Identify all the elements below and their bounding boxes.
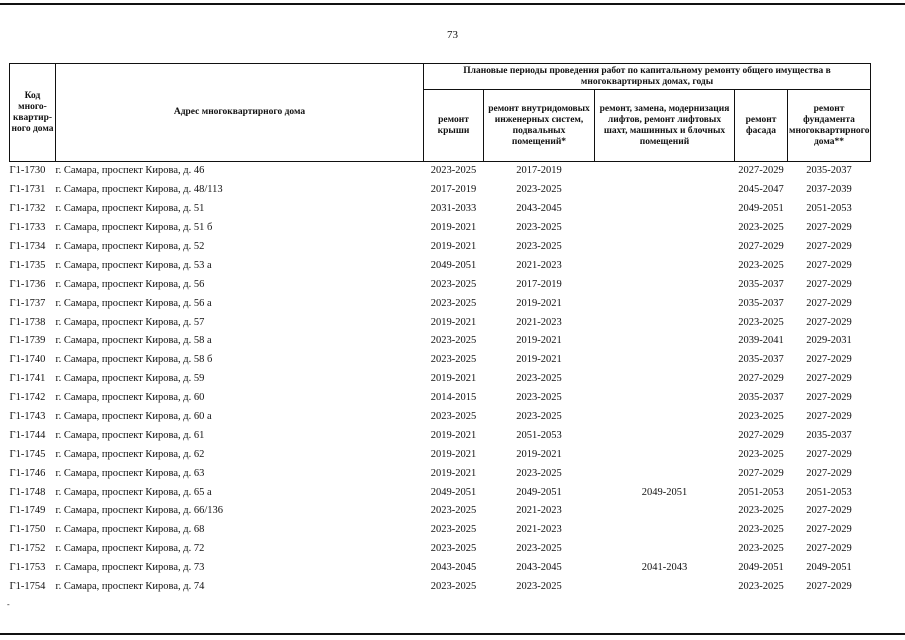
row-facade: 2023-2025: [738, 505, 784, 517]
row-foundation: 2027-2029: [806, 297, 852, 309]
row-roof: 2031-2033: [430, 203, 477, 215]
row-systems: 2023-2025: [516, 184, 562, 196]
row-code: Г1-1740: [9, 354, 46, 366]
row-systems: 2019-2021: [516, 354, 562, 366]
row-systems: 2017-2019: [516, 278, 562, 290]
row-roof: 2023-2025: [430, 335, 477, 347]
row-systems: 2051-2053: [516, 429, 562, 441]
row-systems: 2023-2025: [516, 392, 562, 404]
row-facade: 2023-2025: [738, 543, 784, 555]
row-facade: 2027-2029: [738, 241, 784, 252]
table-row: [10, 408, 871, 427]
row-code: Г1-1738: [9, 316, 46, 328]
table-row: [10, 181, 871, 200]
row-facade: 2023-2025: [738, 259, 784, 271]
row-code: Г1-1737: [9, 297, 46, 309]
row-roof: 2019-2021: [430, 373, 477, 385]
table-row: [10, 275, 871, 294]
row-address: г. Самара, проспект Кирова, д. 63: [55, 467, 205, 479]
row-code: Г1-1733: [9, 222, 46, 234]
row-facade: 2049-2051: [738, 562, 784, 574]
row-roof: 2043-2045: [430, 562, 477, 574]
row-code: Г1-1731: [9, 184, 46, 196]
row-code: Г1-1745: [9, 448, 46, 460]
row-facade: 2023-2025: [738, 316, 784, 328]
row-systems: 2017-2019: [516, 165, 562, 177]
stray-mark: -: [7, 600, 10, 609]
row-systems: 2043-2045: [516, 203, 562, 215]
row-facade: 2035-2037: [738, 354, 784, 366]
row-facade: 2023-2025: [738, 411, 784, 423]
row-address: г. Самара, проспект Кирова, д. 51: [55, 203, 205, 215]
row-roof: 2023-2025: [430, 297, 477, 309]
table-row: [10, 426, 871, 445]
row-systems: 2021-2023: [516, 259, 562, 271]
row-code: Г1-1736: [9, 278, 46, 290]
row-lifts: 2049-2051: [641, 486, 688, 498]
row-systems: 2023-2025: [516, 411, 562, 423]
row-lifts: [595, 181, 735, 200]
row-facade: 2027-2029: [738, 373, 784, 385]
row-systems: 2021-2023: [516, 524, 562, 536]
row-roof: 2023-2025: [430, 411, 477, 423]
row-lifts: [595, 275, 735, 294]
row-address: г. Самара, проспект Кирова, д. 66/136: [55, 505, 224, 517]
row-roof: 2023-2025: [430, 543, 477, 555]
row-foundation: 2027-2029: [806, 222, 852, 234]
row-systems: 2021-2023: [516, 505, 562, 517]
row-foundation: 2027-2029: [806, 241, 852, 252]
row-systems: 2023-2025: [516, 222, 562, 234]
top-rule: [0, 3, 905, 5]
row-address: г. Самара, проспект Кирова, д. 51 б: [55, 222, 213, 234]
table-body: [10, 162, 871, 597]
row-facade: 2023-2025: [738, 581, 784, 593]
row-lifts: [595, 219, 735, 238]
row-foundation: 2027-2029: [806, 543, 852, 555]
row-foundation: 2027-2029: [806, 448, 852, 460]
page-number: 73: [447, 29, 458, 41]
row-code: Г1-1734: [9, 241, 46, 252]
row-lifts: [595, 445, 735, 464]
row-code: Г1-1742: [9, 392, 46, 404]
row-foundation: 2051-2053: [806, 486, 852, 498]
row-systems: 2019-2021: [516, 335, 562, 347]
row-lifts: [595, 370, 735, 389]
table-row: [10, 294, 871, 313]
row-code: Г1-1746: [9, 467, 46, 479]
header-roof: ремонт крыши: [424, 90, 484, 162]
row-lifts: [595, 238, 735, 257]
table-row: [10, 370, 871, 389]
header-systems: ремонт внутридомовых инженерных систем, подвальных помещений*: [484, 90, 595, 162]
header-facade: ремонт фасада: [735, 90, 788, 162]
row-code: Г1-1744: [9, 429, 46, 441]
row-lifts: [595, 540, 735, 559]
row-address: г. Самара, проспект Кирова, д. 46: [55, 165, 205, 177]
table-row: [10, 313, 871, 332]
row-lifts: [595, 294, 735, 313]
row-roof: 2017-2019: [430, 184, 477, 196]
table-row: [10, 389, 871, 408]
row-roof: 2049-2051: [430, 486, 477, 498]
row-address: г. Самара, проспект Кирова, д. 61: [55, 429, 205, 441]
row-systems: 2023-2025: [516, 241, 562, 252]
table-row: [10, 200, 871, 219]
row-roof: 2019-2021: [430, 429, 477, 441]
row-lifts: [595, 502, 735, 521]
row-foundation: 2027-2029: [806, 373, 852, 385]
row-lifts: [595, 521, 735, 540]
row-foundation: 2029-2031: [806, 335, 852, 347]
row-systems: 2021-2023: [516, 316, 562, 328]
row-facade: 2023-2025: [738, 448, 784, 460]
row-lifts: 2041-2043: [641, 562, 688, 574]
row-facade: 2023-2025: [738, 222, 784, 234]
row-roof: 2023-2025: [430, 505, 477, 517]
row-systems: 2043-2045: [516, 562, 562, 574]
table-row: [10, 521, 871, 540]
row-facade: 2035-2037: [738, 297, 784, 309]
row-code: Г1-1750: [9, 524, 46, 536]
row-lifts: [595, 200, 735, 219]
table-row: [10, 540, 871, 559]
row-address: г. Самара, проспект Кирова, д. 74: [55, 581, 205, 593]
row-address: г. Самара, проспект Кирова, д. 60 а: [55, 411, 212, 423]
row-lifts: [595, 313, 735, 332]
row-roof: 2019-2021: [430, 467, 477, 479]
row-facade: 2045-2047: [738, 184, 784, 196]
row-systems: 2019-2021: [516, 297, 562, 309]
row-foundation: 2027-2029: [806, 259, 852, 271]
row-systems: 2023-2025: [516, 543, 562, 555]
row-code: Г1-1748: [9, 486, 46, 498]
row-foundation: 2027-2029: [806, 392, 852, 404]
header-lifts: ремонт, замена, модернизация лифтов, ремонт лифтовых шахт, машинных и блочных помещений: [595, 90, 735, 162]
row-address: г. Самара, проспект Кирова, д. 72: [55, 543, 205, 555]
row-address: г. Самара, проспект Кирова, д. 65 а: [55, 486, 212, 498]
row-address: г. Самара, проспект Кирова, д. 52: [55, 241, 205, 252]
row-systems: 2023-2025: [516, 467, 562, 479]
table-row: [10, 502, 871, 521]
row-facade: 2027-2029: [738, 467, 784, 479]
row-systems: 2023-2025: [516, 581, 562, 593]
row-address: г. Самара, проспект Кирова, д. 62: [55, 448, 205, 460]
row-foundation: 2027-2029: [806, 316, 852, 328]
row-facade: 2039-2041: [738, 335, 784, 347]
header-foundation: ремонт фундамента многоквартирного дома**: [788, 90, 871, 162]
table-row: [10, 351, 871, 370]
row-code: Г1-1730: [9, 165, 46, 177]
row-foundation: 2027-2029: [806, 524, 852, 536]
row-facade: 2035-2037: [738, 392, 784, 404]
row-roof: 2019-2021: [430, 316, 477, 328]
row-lifts: [595, 426, 735, 445]
table-row: [10, 219, 871, 238]
row-systems: 2049-2051: [516, 486, 562, 498]
row-systems: 2019-2021: [516, 448, 562, 460]
row-lifts: [595, 408, 735, 427]
row-roof: 2023-2025: [430, 524, 477, 536]
header-periods-group: Плановые периоды проведения работ по капитальному ремонту общего имущества в многоквартирных домах, годы: [424, 64, 871, 90]
row-address: г. Самара, проспект Кирова, д. 56: [55, 278, 205, 290]
row-foundation: 2027-2029: [806, 278, 852, 290]
row-lifts: [595, 351, 735, 370]
header-code: Код много-квартир-ного дома: [10, 64, 56, 162]
row-address: г. Самара, проспект Кирова, д. 53 а: [55, 259, 212, 271]
row-foundation: 2027-2029: [806, 467, 852, 479]
table-row: [10, 483, 871, 502]
row-lifts: [595, 578, 735, 597]
row-roof: 2049-2051: [430, 259, 477, 271]
row-code: Г1-1752: [9, 543, 46, 555]
table-row: [10, 559, 871, 578]
row-foundation: 2027-2029: [806, 505, 852, 517]
row-lifts: [595, 389, 735, 408]
row-facade: 2027-2029: [738, 429, 784, 441]
table-row: [10, 578, 871, 597]
repair-schedule-table: [9, 63, 871, 596]
row-address: г. Самара, проспект Кирова, д. 48/113: [55, 184, 223, 196]
row-address: г. Самара, проспект Кирова, д. 73: [55, 562, 205, 574]
row-foundation: 2035-2037: [806, 165, 852, 177]
row-roof: 2023-2025: [430, 165, 477, 177]
row-lifts: [595, 162, 735, 181]
table-row: [10, 464, 871, 483]
row-address: г. Самара, проспект Кирова, д. 58 а: [55, 335, 212, 347]
row-foundation: 2051-2053: [806, 203, 852, 215]
table-row: [10, 256, 871, 275]
row-systems: 2023-2025: [516, 373, 562, 385]
row-code: Г1-1754: [9, 581, 46, 593]
row-code: Г1-1749: [9, 505, 46, 517]
table-row: [10, 332, 871, 351]
row-foundation: 2035-2037: [806, 429, 852, 441]
row-roof: 2019-2021: [430, 222, 477, 234]
row-code: Г1-1735: [9, 259, 46, 271]
row-roof: 2023-2025: [430, 581, 477, 593]
row-roof: 2019-2021: [430, 448, 477, 460]
table-row: [10, 445, 871, 464]
row-address: г. Самара, проспект Кирова, д. 60: [55, 392, 205, 404]
row-foundation: 2027-2029: [806, 581, 852, 593]
table-row: [10, 162, 871, 181]
row-facade: 2035-2037: [738, 278, 784, 290]
row-foundation: 2049-2051: [806, 562, 852, 574]
row-facade: 2023-2025: [738, 524, 784, 536]
row-address: г. Самара, проспект Кирова, д. 59: [55, 373, 205, 385]
row-address: г. Самара, проспект Кирова, д. 68: [55, 524, 205, 536]
row-lifts: [595, 464, 735, 483]
row-roof: 2019-2021: [430, 241, 477, 252]
bottom-rule: [0, 633, 905, 635]
row-roof: 2023-2025: [430, 354, 477, 366]
row-foundation: 2027-2029: [806, 354, 852, 366]
row-lifts: [595, 256, 735, 275]
row-foundation: 2037-2039: [806, 184, 852, 196]
row-code: Г1-1732: [9, 203, 46, 215]
row-code: Г1-1741: [9, 373, 46, 385]
row-code: Г1-1743: [9, 411, 46, 423]
row-code: Г1-1753: [9, 562, 46, 574]
row-address: г. Самара, проспект Кирова, д. 57: [55, 316, 205, 328]
row-code: Г1-1739: [9, 335, 46, 347]
row-lifts: [595, 332, 735, 351]
row-address: г. Самара, проспект Кирова, д. 58 б: [55, 354, 213, 366]
row-facade: 2049-2051: [738, 203, 784, 215]
row-address: г. Самара, проспект Кирова, д. 56 а: [55, 297, 212, 309]
row-roof: 2023-2025: [430, 278, 477, 290]
row-facade: 2027-2029: [738, 165, 784, 177]
table-row: [10, 238, 871, 257]
row-foundation: 2027-2029: [806, 411, 852, 423]
header-address: Адрес многоквартирного дома: [56, 64, 424, 162]
row-roof: 2014-2015: [430, 392, 477, 404]
row-facade: 2051-2053: [738, 486, 784, 498]
